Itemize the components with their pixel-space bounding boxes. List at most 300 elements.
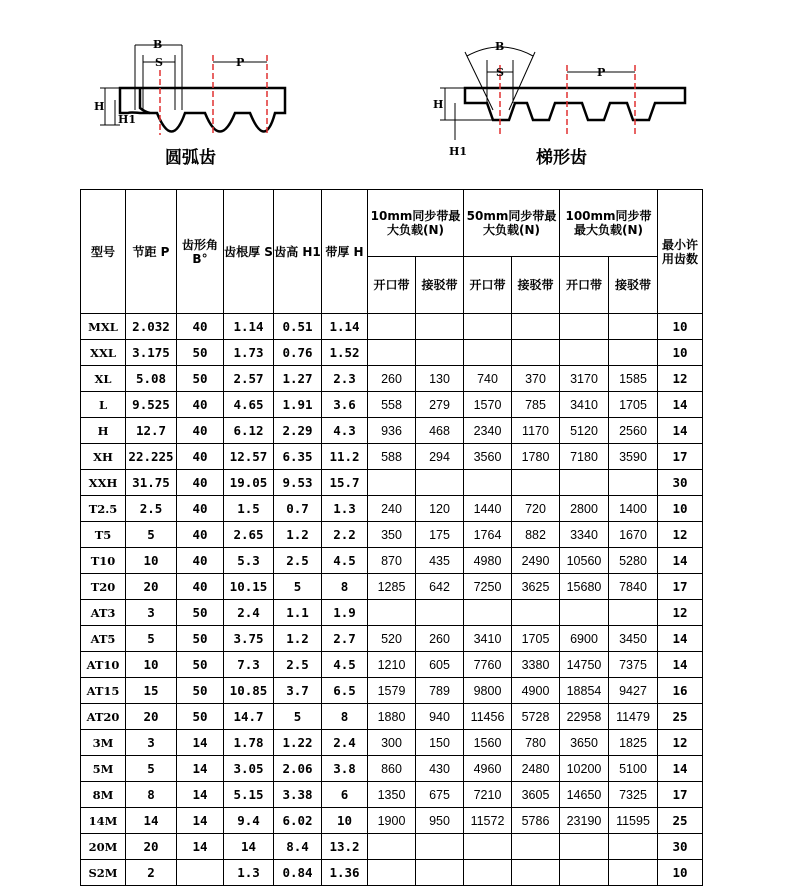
table-cell: 15 [126, 678, 177, 704]
table-cell: 2.4 [224, 600, 274, 626]
table-cell: 1560 [464, 730, 512, 756]
table-cell: 5.3 [224, 548, 274, 574]
table-cell: 1.73 [224, 340, 274, 366]
table-cell [512, 834, 560, 860]
table-cell: 30 [658, 470, 703, 496]
table-cell: 7840 [609, 574, 658, 600]
table-cell: 3.6 [322, 392, 368, 418]
table-cell: 11.2 [322, 444, 368, 470]
table-cell [368, 860, 416, 886]
table-cell: 2.032 [126, 314, 177, 340]
table-cell: 1880 [368, 704, 416, 730]
table-cell: 7180 [560, 444, 609, 470]
table-cell [464, 340, 512, 366]
table-cell: 3 [126, 730, 177, 756]
table-cell: 40 [177, 548, 224, 574]
table-cell: 468 [416, 418, 464, 444]
table-cell: 130 [416, 366, 464, 392]
table-cell: 2490 [512, 548, 560, 574]
table-cell: 40 [177, 574, 224, 600]
header-tooth-height: 齿高 H1 [274, 190, 322, 314]
table-cell [464, 470, 512, 496]
table-cell [416, 314, 464, 340]
table-cell: 14 [177, 730, 224, 756]
header-open-50: 开口带 [464, 257, 512, 314]
table-cell: 4900 [512, 678, 560, 704]
table-cell [464, 314, 512, 340]
table-cell: 14 [177, 782, 224, 808]
table-cell: 4980 [464, 548, 512, 574]
table-cell: 3.8 [322, 756, 368, 782]
table-cell: 5 [126, 756, 177, 782]
table-cell: 2.3 [322, 366, 368, 392]
table-cell: 17 [658, 444, 703, 470]
table-cell: 3340 [560, 522, 609, 548]
table-cell: 279 [416, 392, 464, 418]
table-cell: 2.57 [224, 366, 274, 392]
table-cell: 1579 [368, 678, 416, 704]
table-cell: XL [81, 366, 126, 392]
table-cell: 1440 [464, 496, 512, 522]
table-cell [416, 600, 464, 626]
table-cell: 2560 [609, 418, 658, 444]
table-row [81, 444, 703, 470]
table-row [81, 704, 703, 730]
table-cell: 940 [416, 704, 464, 730]
table-cell: 9.525 [126, 392, 177, 418]
table-cell: 642 [416, 574, 464, 600]
table-cell: 14.7 [224, 704, 274, 730]
table-cell: 294 [416, 444, 464, 470]
table-row [81, 366, 703, 392]
table-cell [609, 470, 658, 496]
table-cell: 675 [416, 782, 464, 808]
table-cell: 2340 [464, 418, 512, 444]
table-cell: 20M [81, 834, 126, 860]
table-row [81, 548, 703, 574]
table-cell: 8 [322, 574, 368, 600]
table-cell: AT15 [81, 678, 126, 704]
table-cell: 17 [658, 782, 703, 808]
table-cell [464, 860, 512, 886]
table-cell: XH [81, 444, 126, 470]
table-cell: 1.22 [274, 730, 322, 756]
table-cell [368, 340, 416, 366]
table-cell: 5.08 [126, 366, 177, 392]
table-cell: 2.06 [274, 756, 322, 782]
table-cell: 0.51 [274, 314, 322, 340]
table-cell: 12.7 [126, 418, 177, 444]
table-cell: AT5 [81, 626, 126, 652]
table-cell: 1350 [368, 782, 416, 808]
table-cell: 5120 [560, 418, 609, 444]
table-cell: 11595 [609, 808, 658, 834]
table-cell: 14 [177, 756, 224, 782]
table-cell: 8 [126, 782, 177, 808]
table-row [81, 340, 703, 366]
table-cell: 350 [368, 522, 416, 548]
table-cell: 1.2 [274, 522, 322, 548]
table-cell: 1585 [609, 366, 658, 392]
table-cell: 1.14 [224, 314, 274, 340]
table-cell: 4.5 [322, 652, 368, 678]
table-cell: 720 [512, 496, 560, 522]
table-cell: 3170 [560, 366, 609, 392]
table-cell: 17 [658, 574, 703, 600]
table-cell: 10 [658, 860, 703, 886]
table-cell: 31.75 [126, 470, 177, 496]
table-cell: 10 [126, 652, 177, 678]
header-load-10: 10mm同步带最大负载(N) [368, 190, 464, 257]
table-cell: 0.84 [274, 860, 322, 886]
trap-h-label: H [433, 98, 444, 111]
table-cell: 14 [224, 834, 274, 860]
table-cell: 3590 [609, 444, 658, 470]
table-cell: 7.3 [224, 652, 274, 678]
header-joint-100: 接驳带 [609, 257, 658, 314]
table-cell: 5.15 [224, 782, 274, 808]
table-cell: 50 [177, 340, 224, 366]
table-cell: 10 [322, 808, 368, 834]
table-cell: 40 [177, 522, 224, 548]
table-cell: 40 [177, 496, 224, 522]
table-cell: 12 [658, 366, 703, 392]
table-cell: 10 [126, 548, 177, 574]
table-cell: 5 [126, 626, 177, 652]
table-cell: 10 [658, 314, 703, 340]
table-cell: 5786 [512, 808, 560, 834]
table-cell [560, 834, 609, 860]
table-cell: 2 [126, 860, 177, 886]
table-cell: 240 [368, 496, 416, 522]
table-cell: 6900 [560, 626, 609, 652]
table-cell: 8.4 [274, 834, 322, 860]
table-row [81, 652, 703, 678]
table-cell: 780 [512, 730, 560, 756]
table-cell: 2.5 [126, 496, 177, 522]
table-cell: 5M [81, 756, 126, 782]
table-cell: 50 [177, 366, 224, 392]
table-cell: 7250 [464, 574, 512, 600]
table-cell: 3410 [464, 626, 512, 652]
table-cell: 2.7 [322, 626, 368, 652]
table-cell: 20 [126, 704, 177, 730]
table-cell: 1764 [464, 522, 512, 548]
table-cell: T20 [81, 574, 126, 600]
table-cell: 1.78 [224, 730, 274, 756]
table-cell: 1.52 [322, 340, 368, 366]
table-cell: 2480 [512, 756, 560, 782]
table-cell [609, 340, 658, 366]
header-min-teeth: 最小许用齿数 [658, 190, 703, 314]
table-cell: H [81, 418, 126, 444]
table-cell: AT20 [81, 704, 126, 730]
table-cell: 7325 [609, 782, 658, 808]
table-cell: 5728 [512, 704, 560, 730]
table-cell: XXL [81, 340, 126, 366]
table-cell [368, 470, 416, 496]
table-cell: 2.29 [274, 418, 322, 444]
table-cell: 882 [512, 522, 560, 548]
table-cell: 8M [81, 782, 126, 808]
table-cell: 5 [126, 522, 177, 548]
table-cell [416, 470, 464, 496]
table-cell: 3560 [464, 444, 512, 470]
table-row [81, 470, 703, 496]
table-cell: 20 [126, 834, 177, 860]
table-cell [560, 470, 609, 496]
table-cell: 14M [81, 808, 126, 834]
header-belt-thickness: 带厚 H [322, 190, 368, 314]
table-cell: 5100 [609, 756, 658, 782]
header-root: 齿根厚 S [224, 190, 274, 314]
table-cell: 785 [512, 392, 560, 418]
table-cell: 2800 [560, 496, 609, 522]
table-cell: 936 [368, 418, 416, 444]
table-cell: 14 [177, 808, 224, 834]
table-cell: 5 [274, 704, 322, 730]
table-cell: L [81, 392, 126, 418]
table-cell: 3.7 [274, 678, 322, 704]
table-cell: 370 [512, 366, 560, 392]
header-angle: 齿形角 B° [177, 190, 224, 314]
table-cell: 2.5 [274, 652, 322, 678]
table-cell: 300 [368, 730, 416, 756]
table-cell: 11479 [609, 704, 658, 730]
table-cell: 150 [416, 730, 464, 756]
table-cell: 3410 [560, 392, 609, 418]
table-cell: 1.3 [224, 860, 274, 886]
trapezoid-tooth-caption: 梯形齿 [536, 148, 587, 168]
table-row [81, 730, 703, 756]
header-pitch: 节距 P [126, 190, 177, 314]
table-cell: 3 [126, 600, 177, 626]
table-cell: 860 [368, 756, 416, 782]
table-cell: 605 [416, 652, 464, 678]
table-cell: 6.02 [274, 808, 322, 834]
table-cell: 6.35 [274, 444, 322, 470]
table-cell: S2M [81, 860, 126, 886]
header-joint-50: 接驳带 [512, 257, 560, 314]
table-cell: 6.5 [322, 678, 368, 704]
header-load-100: 100mm同步带最大负载(N) [560, 190, 658, 257]
table-cell: 5 [274, 574, 322, 600]
table-cell: 2.4 [322, 730, 368, 756]
table-cell: 2.5 [274, 548, 322, 574]
table-cell: 3.38 [274, 782, 322, 808]
table-cell: 14 [658, 756, 703, 782]
table-cell: 520 [368, 626, 416, 652]
table-cell: 12 [658, 730, 703, 756]
table-cell: 4.3 [322, 418, 368, 444]
table-cell: 40 [177, 392, 224, 418]
table-cell [512, 314, 560, 340]
table-cell: 870 [368, 548, 416, 574]
arc-b-label: B [153, 38, 163, 51]
table-cell: T10 [81, 548, 126, 574]
table-cell: 50 [177, 652, 224, 678]
table-cell: 1.9 [322, 600, 368, 626]
table-cell: 6.12 [224, 418, 274, 444]
table-row [81, 418, 703, 444]
table-cell: 25 [658, 704, 703, 730]
table-cell: 14 [126, 808, 177, 834]
table-cell: XXH [81, 470, 126, 496]
table-cell [416, 340, 464, 366]
table-cell [368, 834, 416, 860]
table-cell: 1780 [512, 444, 560, 470]
table-cell: 0.7 [274, 496, 322, 522]
belt-spec-table [80, 189, 703, 886]
table-cell: 3.75 [224, 626, 274, 652]
table-cell: T5 [81, 522, 126, 548]
table-cell: 40 [177, 418, 224, 444]
table-cell: 9427 [609, 678, 658, 704]
table-cell: 40 [177, 444, 224, 470]
table-cell: 1900 [368, 808, 416, 834]
table-cell: 3380 [512, 652, 560, 678]
table-cell [464, 834, 512, 860]
header-open-10: 开口带 [368, 257, 416, 314]
table-cell: AT3 [81, 600, 126, 626]
table-cell: 3625 [512, 574, 560, 600]
table-cell [609, 600, 658, 626]
arc-h1-label: H1 [118, 113, 137, 126]
table-cell: 6 [322, 782, 368, 808]
table-cell: 14 [177, 834, 224, 860]
table-cell: 50 [177, 678, 224, 704]
table-cell: 11572 [464, 808, 512, 834]
table-cell: 3.05 [224, 756, 274, 782]
table-cell: 40 [177, 470, 224, 496]
table-cell [560, 600, 609, 626]
table-row [81, 860, 703, 886]
table-row [81, 756, 703, 782]
trap-p-label: P [597, 66, 606, 79]
arc-s-label: S [155, 56, 163, 69]
table-cell: 10.85 [224, 678, 274, 704]
table-cell: 20 [126, 574, 177, 600]
table-cell: T2.5 [81, 496, 126, 522]
table-row [81, 314, 703, 340]
table-cell [177, 860, 224, 886]
table-cell: 14 [658, 548, 703, 574]
table-cell: 120 [416, 496, 464, 522]
table-row [81, 496, 703, 522]
table-cell: 14650 [560, 782, 609, 808]
table-cell: 0.76 [274, 340, 322, 366]
table-cell [609, 860, 658, 886]
arc-p-label: P [236, 56, 245, 69]
table-cell [609, 314, 658, 340]
trap-h1-label: H1 [449, 145, 468, 158]
table-cell: 23190 [560, 808, 609, 834]
table-cell: 50 [177, 626, 224, 652]
table-cell: 1.36 [322, 860, 368, 886]
table-cell: 435 [416, 548, 464, 574]
table-cell: 1.27 [274, 366, 322, 392]
table-cell: 1.5 [224, 496, 274, 522]
table-cell: 4960 [464, 756, 512, 782]
arc-tooth-caption: 圆弧齿 [165, 148, 216, 168]
table-cell: 1570 [464, 392, 512, 418]
table-cell: 1.91 [274, 392, 322, 418]
table-cell: 9.4 [224, 808, 274, 834]
table-cell: 588 [368, 444, 416, 470]
table-cell: 2.65 [224, 522, 274, 548]
table-cell: 19.05 [224, 470, 274, 496]
table-cell [609, 834, 658, 860]
table-cell: 3650 [560, 730, 609, 756]
table-cell: 50 [177, 600, 224, 626]
table-cell: 11456 [464, 704, 512, 730]
table-row [81, 834, 703, 860]
table-cell: 9.53 [274, 470, 322, 496]
table-cell [368, 314, 416, 340]
table-cell: 1400 [609, 496, 658, 522]
table-row [81, 626, 703, 652]
table-cell: 10 [658, 496, 703, 522]
table-cell: 10 [658, 340, 703, 366]
table-cell: 12.57 [224, 444, 274, 470]
table-cell: 9800 [464, 678, 512, 704]
table-cell: 4.5 [322, 548, 368, 574]
header-load-50: 50mm同步带最大负载(N) [464, 190, 560, 257]
table-row [81, 574, 703, 600]
trap-b-label: B [495, 40, 505, 53]
table-cell: 10.15 [224, 574, 274, 600]
table-cell: 14 [658, 392, 703, 418]
table-cell [560, 860, 609, 886]
header-open-100: 开口带 [560, 257, 609, 314]
table-cell [512, 340, 560, 366]
table-cell: 12 [658, 600, 703, 626]
table-cell: 175 [416, 522, 464, 548]
table-cell: 1.1 [274, 600, 322, 626]
table-cell [416, 834, 464, 860]
table-row [81, 600, 703, 626]
table-cell: 13.2 [322, 834, 368, 860]
table-cell: 14 [658, 652, 703, 678]
table-cell: 1210 [368, 652, 416, 678]
table-row [81, 678, 703, 704]
table-cell: 740 [464, 366, 512, 392]
table-cell [512, 600, 560, 626]
table-cell [512, 470, 560, 496]
table-cell: 5280 [609, 548, 658, 574]
table-cell: 50 [177, 704, 224, 730]
table-cell: 260 [416, 626, 464, 652]
table-cell: 1670 [609, 522, 658, 548]
table-cell [560, 314, 609, 340]
table-cell: 3450 [609, 626, 658, 652]
table-row [81, 392, 703, 418]
table-cell: 3605 [512, 782, 560, 808]
table-cell: 1.14 [322, 314, 368, 340]
table-cell: 1825 [609, 730, 658, 756]
table-row [81, 782, 703, 808]
table-cell: 40 [177, 314, 224, 340]
table-cell: 22958 [560, 704, 609, 730]
table-cell: 1.2 [274, 626, 322, 652]
trap-s-label: S [496, 66, 504, 79]
table-cell: 558 [368, 392, 416, 418]
table-cell: 22.225 [126, 444, 177, 470]
table-cell: 1285 [368, 574, 416, 600]
table-cell: 7375 [609, 652, 658, 678]
table-cell [512, 860, 560, 886]
table-cell: 15.7 [322, 470, 368, 496]
